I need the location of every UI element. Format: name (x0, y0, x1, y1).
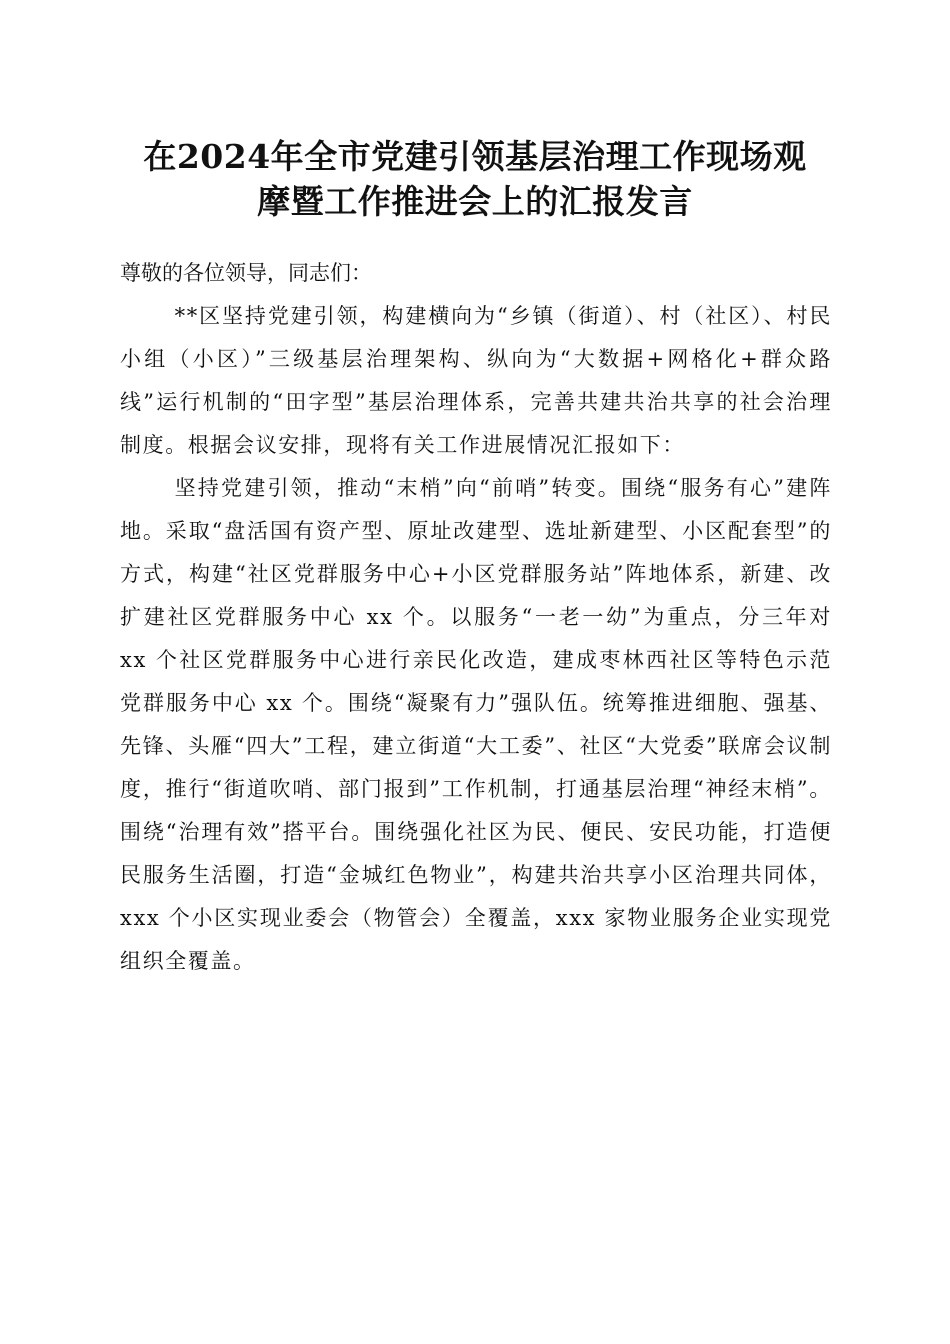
title-line-2: 摩暨工作推进会上的汇报发言 (257, 182, 693, 221)
greeting: 尊敬的各位领导，同志们： (120, 261, 372, 285)
paragraph-intro: **区坚持党建引领，构建横向为“乡镇（街道）、村（社区）、村民小组（小区）”三级基层治理架构、纵向为“大数据+网格化+群众路线”运行机制的“田字型”基层治理体系，完善共建共治共享的社会治理制度。根据会议安排，现将有关工作进展情况汇报如下： (120, 304, 832, 457)
document-body (120, 252, 832, 983)
title-line-1: 在2024年全市党建引领基层治理工作现场观 (143, 137, 807, 176)
paragraph-party-building: 坚持党建引领，推动“末梢”向“前哨”转变。围绕“服务有心”建阵地。采取“盘活国有资产型、原址改建型、选址新建型、小区配套型”的方式，构建“社区党群服务中心+小区党群服务站”阵地体系，新建、改扩建社区党群服务中心 xx 个。以服务“一老一幼”为重点，分三年对 xx 个社区党群服务中心进行亲民化改造，建成枣林西社区等特色示范党群服务中心 xx 个。围绕“凝聚有力”强队伍。统筹推进细胞、强基、先锋、头雁“四大”工程，建立街道“大工委”、社区“大党委”联席会议制度，推行“街道吹哨、部门报到”工作机制，打通基层治理“神经末梢”。围绕“治理有效”搭平台。围绕强化社区为民、便民、安民功能，打造便民服务生活圈，打造“金城红色物业”，构建共治共享小区治理共同体，xxx 个小区实现业委会（物管会）全覆盖，xxx 家物业服务企业实现党组织全覆盖。 (120, 476, 832, 973)
document-title (95, 134, 855, 224)
